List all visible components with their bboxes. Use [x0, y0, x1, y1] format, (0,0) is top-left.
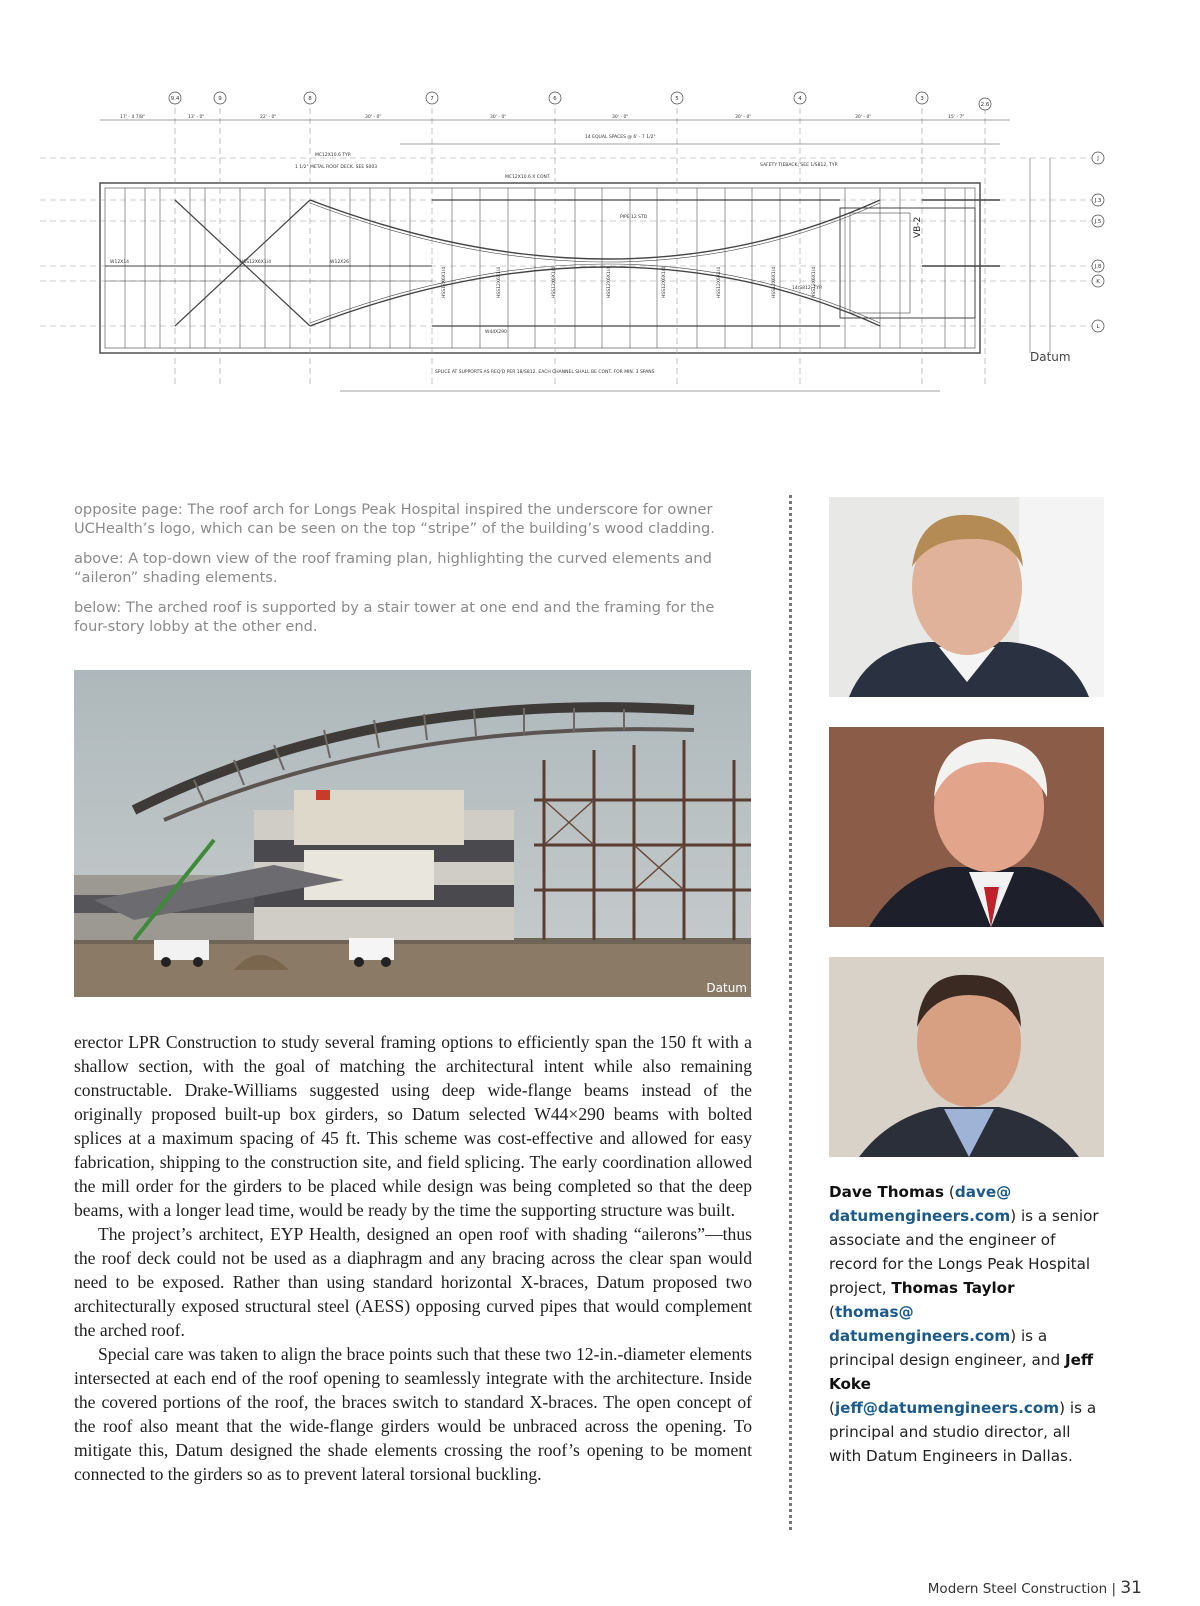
drawing-note: SPLICE AT SUPPORTS AS REQ'D PER 18/S812. EACH CHANNEL SHALL BE CONT. FOR MIN. 3 SPANS: [435, 370, 655, 375]
plan-credit: Datum: [1030, 350, 1071, 364]
grid-bubble-label: L: [1096, 324, 1100, 330]
author-name-jeff-koke: Jeff Koke: [829, 1351, 1094, 1393]
drawing-note: MC12X10.6 X CONT.: [505, 175, 551, 180]
drawing-note: VB-2: [913, 216, 923, 238]
grid-bubble-label: J: [1097, 156, 1099, 162]
dimension-label: 30' - 0": [365, 115, 382, 120]
dimension-label: 22' - 0": [260, 115, 277, 120]
figure-captions: [74, 500, 734, 647]
article-paragraph: The project’s architect, EYP Health, designed an open roof with shading “ailerons”—thus the roof deck could not be used as a diaphragm and any bracing across the clear span would need to be exposed. Rather than using standard horizontal X-braces, Datum proposed two architecturally exposed structural steel (AESS) opposing curved pipes that would complement the arched roof.: [74, 1224, 752, 1340]
bio-text: ) is a principal and studio director, all with Datum Engineers in Dallas.: [829, 1399, 1097, 1465]
author-name-thomas-taylor: Thomas Taylor: [891, 1279, 1015, 1297]
grid-bubble-label: 2.6: [980, 102, 990, 108]
grid-bubble-label: J.5: [1094, 219, 1102, 225]
grid-bubble-label: J.8: [1094, 264, 1102, 270]
page-footer: [928, 1578, 1142, 1598]
member-label: W12X14: [110, 260, 129, 265]
grid-bubble-label: 6: [553, 96, 557, 102]
publication-name: Modern Steel Construction: [927, 1581, 1108, 1597]
email-jeff[interactable]: jeff@datumengineers.com: [834, 1399, 1060, 1417]
grid-bubble-label: K: [1096, 279, 1100, 285]
article-body: [74, 1030, 752, 1486]
dimension-label: 30' - 0": [612, 115, 629, 120]
member-label: W12X26: [330, 260, 349, 265]
dimension-label: 15' - 7": [948, 115, 965, 120]
email-thomas[interactable]: thomas@ datumengineers.com: [829, 1303, 1011, 1345]
grid-bubble-label: 7: [430, 96, 434, 102]
author-bio: Dave Thomas (dave@ datumengineers.com) is a senior associate and the engineer of record for the Longs Peak Hospital project, Thomas Taylor (thomas@ datumengineers.com) is a principal design engineer, and Jeff Koke (jeff@datumengineers.com) is a principal and studio director, all with Datum Engineers in Dallas.: [829, 1183, 1099, 1465]
author-name-dave-thomas: Dave Thomas: [829, 1183, 945, 1201]
svg-text:HSS12X6X1/4: HSS12X6X1/4: [497, 266, 502, 298]
svg-text:HSS12X6X1/4: HSS12X6X1/4: [772, 266, 777, 298]
svg-text:HSS12X6X1/4: HSS12X6X1/4: [812, 266, 817, 298]
svg-text:HSS12X6X1/4: HSS12X6X1/4: [442, 266, 447, 298]
caption-opposite-page: opposite page: The roof arch for Longs Peak Hospital inspired the underscore for owner UCHealth’s logo, which can be seen on the top “stripe” of the building’s wood cladding.: [74, 501, 715, 537]
grid-bubble-label: 8: [308, 96, 312, 102]
hospital-construction-photo: [74, 670, 751, 997]
portrait-illustration: [829, 497, 1104, 697]
roof-framing-plan-drawing: [40, 88, 1160, 468]
svg-text:HSS12X6X1/4: HSS12X6X1/4: [717, 266, 722, 298]
caption-below: below: The arched roof is supported by a stair tower at one end and the framing for the four-story lobby at the other end.: [74, 599, 715, 635]
grid-bubble-label: J.3: [1094, 198, 1102, 204]
email-dave[interactable]: dave@ datumengineers.com: [829, 1183, 1012, 1225]
article-paragraph: erector LPR Construction to study several framing options to efficiently span the 150 ft with a shallow section, with the goal of matching the architectural intent while also remaining constructable. Drake-Williams suggested using deep wide-flange beams instead of the originally proposed built-up box girders, so Datum selected W44×290 beams with bolted splices at a maximum spacing of 45 ft. This scheme was cost-effective and allowed for easy fabrication, shipping to the construction site, and field splicing. The early coordination allowed the mill order for the girders to be placed while design was being completed so that the deep beams, with a longer lead time, would be ready by the time the supporting structure was built.: [74, 1032, 752, 1220]
photo-credit: Datum: [706, 981, 747, 995]
construction-photo-illustration: [74, 670, 751, 997]
drawing-note: 14/S812, TYP.: [792, 286, 823, 291]
dimension-label: 30' - 0": [855, 115, 872, 120]
drawing-note: W44X290: [485, 330, 507, 335]
member-label: HSS12X6X1/4: [240, 260, 272, 265]
drawing-note: SAFETY TIEBACK; SEE 1/S812, TYP.: [760, 163, 839, 168]
column-divider: [789, 495, 792, 1530]
svg-text:HSS12X6X1/4: HSS12X6X1/4: [662, 266, 667, 298]
drawing-note: PIPE 12 STD: [620, 215, 648, 220]
portrait-thomas-taylor: [829, 727, 1104, 927]
bio-text: ) is a senior associate and the engineer of record for the Longs Peak Hospital project,: [829, 1207, 1099, 1297]
grid-bubble-label: 5: [675, 96, 679, 102]
dimension-label: 13' - 0": [188, 115, 205, 120]
article-paragraph: Special care was taken to align the brace points such that these two 12-in.-diameter elements intersected at each end of the roof opening to seamlessly integrate with the architecture. Inside the covered portions of the roof, the braces switch to standard X-braces. The open concept of the roof also meant that the wide-flange girders would be unbraced across the opening. To mitigate this, Datum designed the shade elements crossing the roof’s opening to be moment connected to the girders so as to prevent lateral torsional buckling.: [74, 1344, 752, 1484]
dimension-label: 30' - 0": [735, 115, 752, 120]
grid-bubble-label: 4: [798, 96, 802, 102]
grid-bubble-label: 3: [920, 96, 924, 102]
footer-separator: |: [1111, 1581, 1117, 1597]
page-number: 31: [1120, 1578, 1142, 1598]
portrait-jeff-koke: [829, 957, 1104, 1157]
portrait-illustration: [829, 957, 1104, 1157]
drawing-note: 14 EQUAL SPACES @ 6' - 7 1/2": [585, 135, 656, 140]
drawing-note: MC12X10.6 TYP.: [315, 153, 352, 158]
svg-text:HSS12X6X1/4: HSS12X6X1/4: [607, 266, 612, 298]
grid-bubble-label: 9.4: [170, 96, 180, 102]
bio-text: ) is a principal design engineer, and: [829, 1327, 1065, 1369]
caption-above: above: A top-down view of the roof framing plan, highlighting the curved elements and “aileron” shading elements.: [74, 550, 712, 586]
svg-text:HSS12X6X1/4: HSS12X6X1/4: [552, 266, 557, 298]
portrait-dave-thomas: [829, 497, 1104, 697]
dimension-label: 30' - 0": [490, 115, 507, 120]
grid-bubble-label: 9: [218, 96, 222, 102]
dimension-label: 17' - 4 7/8": [120, 115, 146, 120]
portrait-illustration: [829, 727, 1104, 927]
drawing-note: 1 1/2" METAL ROOF DECK. SEE S003: [295, 165, 378, 170]
